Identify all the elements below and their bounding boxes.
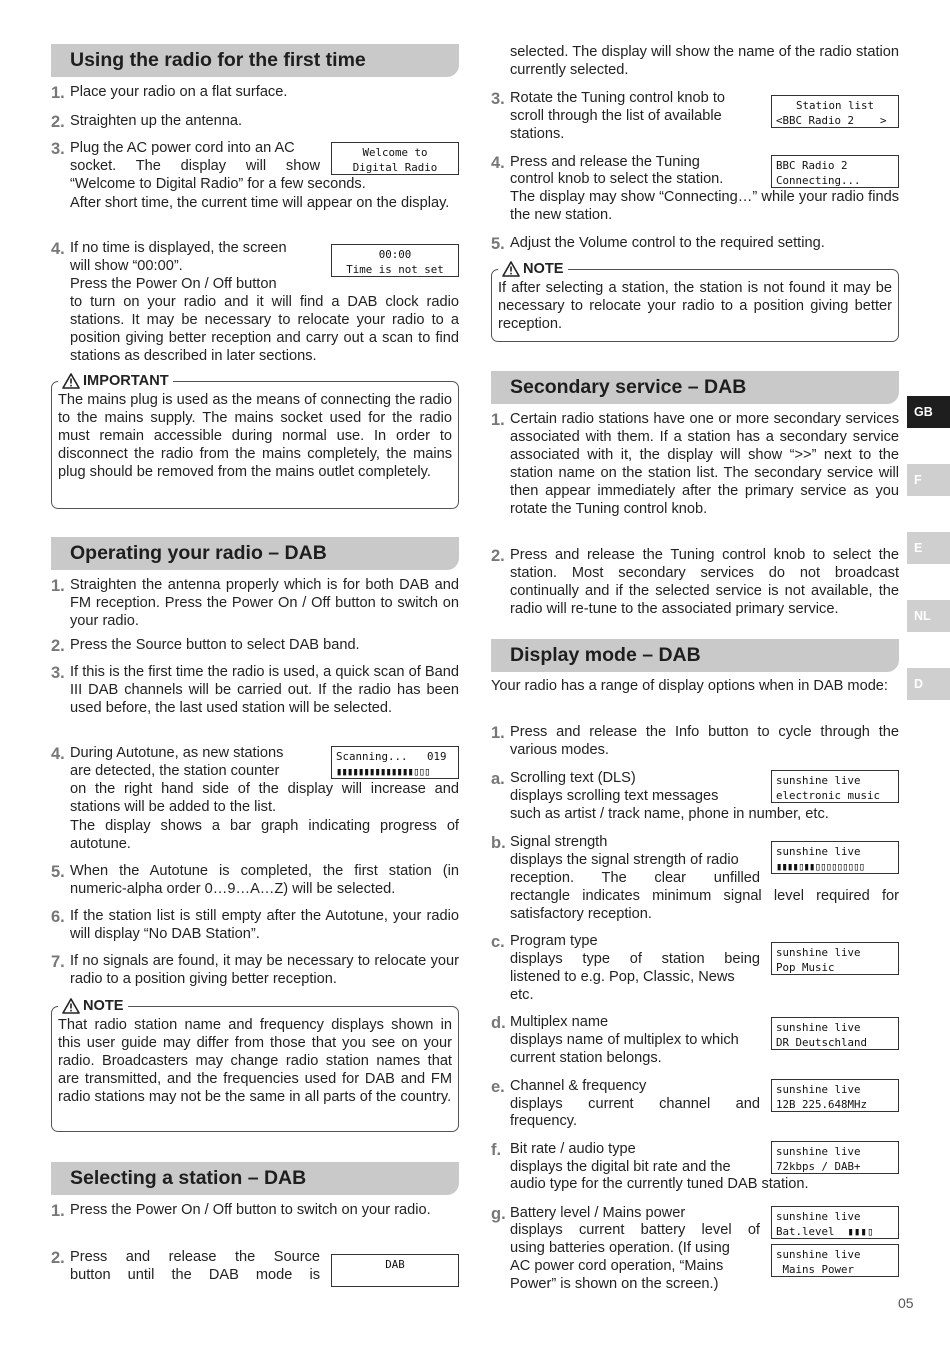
step-text: Press the Power On / Off button to switch on your radio. [70,1202,431,1218]
section-heading-display-mode: Display mode – DAB [491,639,899,672]
lcd-mains-power [771,1244,899,1277]
step-text: such as artist / track name, phone in number, etc. [510,806,829,822]
step-text: When the Autotune is completed, the first station (in numeric-alpha order 0…9…A…Z) will be selected. [70,863,459,897]
step-number: 2. [51,1249,65,1267]
lcd-line: Station list [795,99,874,112]
step-text: Power” is shown on the screen.) [510,1276,719,1292]
step-number: 4. [51,745,65,763]
step-number: 3. [491,90,505,108]
step-number: 1. [51,1202,65,1220]
step-text: Press the Source button to select DAB band. [70,637,360,653]
lcd-line: Mains Power [776,1263,855,1276]
important-box [51,373,459,509]
lcd-dls [771,770,899,803]
step-text: During Autotune, as new stations [70,745,284,761]
note-title [498,259,568,279]
lcd-line: Pop Music [776,961,835,974]
section-heading-operating: Operating your radio – DAB [51,537,459,570]
step-text: rectangle indicates minimum signal level required for satisfactory reception. [510,888,899,922]
note-label: NOTE [83,998,124,1014]
lcd-progress-bar: ▮▮▮▮▮▮▮▮▮▮▮▮▮▮▯▯▯ [336,765,430,778]
step-number: 1. [51,577,65,595]
step-text: to turn on your radio and it will find a DAB clock radio stations. It may be necessary to relocate your radio to a position giving better reception and carry out a scan to find stations as described in later sections. [70,294,459,364]
lcd-line: sunshine live [776,774,861,787]
step-text: displays scrolling text messages [510,788,719,804]
step-text: Press and release the Source [70,1249,320,1265]
step-text: Channel & frequency [510,1078,647,1094]
step-text: displays current battery level of [510,1222,760,1238]
step-text: reception. The clear unfilled [510,870,760,886]
lcd-line: sunshine live [776,1210,861,1223]
step-letter: b. [491,834,506,852]
step-number: 6. [51,908,65,926]
lcd-line: electronic music [776,789,881,802]
important-label: IMPORTANT [83,373,169,389]
lcd-time [331,244,459,277]
intro-text: Your radio has a range of display options when in DAB mode: [491,678,888,694]
step-text: The display shows a bar graph indicating progress of autotune. [70,818,459,852]
lcd-channel-frequency [771,1079,899,1112]
lcd-signal [771,841,899,874]
step-number: 3. [51,664,65,682]
step-text: socket. The display will show [70,158,320,174]
step-text: Adjust the Volume control to the required setting. [510,235,825,251]
step-letter: d. [491,1014,506,1032]
important-title [58,371,173,391]
lcd-line: Connecting... [776,174,861,187]
section-heading-first-time: Using the radio for the first time [51,44,459,77]
lcd-line: sunshine live [776,845,861,858]
step-text: will show “00:00”. [70,258,183,274]
step-text: Program type [510,933,598,949]
note-title [58,996,128,1016]
note-label: NOTE [523,261,564,277]
step-text: “Welcome to Digital Radio” for a few seconds. [70,176,366,192]
lcd-line: sunshine live [776,1021,861,1034]
lcd-line: 00:00 [378,248,412,261]
section-heading-secondary: Secondary service – DAB [491,371,899,404]
lcd-line: sunshine live [776,1083,861,1096]
step-text: Signal strength [510,834,608,850]
step-text: control knob to select the station. [510,171,724,187]
step-text: button until the DAB mode is [70,1267,320,1283]
lcd-program-type [771,942,899,975]
lcd-line: sunshine live [776,946,861,959]
signal-strength-bar: ▮▮▮▮▯▮▮▯▯▯▯▯▯▯▯▯ [776,860,865,873]
step-letter: c. [491,933,505,951]
lcd-welcome [331,142,459,175]
step-text: Bit rate / audio type [510,1141,636,1157]
page-number: 05 [898,1295,914,1311]
tab-gb[interactable]: GB [907,396,950,428]
step-text: Press the Power On / Off button [70,276,277,292]
step-text: Rotate the Tuning control knob to [510,90,725,106]
step-text: Press and release the Info button to cycle through the various modes. [510,724,899,758]
step-text: Multiplex name [510,1014,609,1030]
lcd-line: <BBC Radio 2 > [776,114,887,127]
step-text: Battery level / Mains power [510,1205,686,1221]
lcd-line: 12B 225.648MHz [776,1098,868,1111]
lcd-line: Time is not set [346,263,444,276]
warning-icon [502,261,520,277]
step-text: displays type of station being [510,951,760,967]
step-number: 1. [51,84,65,102]
step-number: 4. [51,240,65,258]
lcd-line: 72kbps / DAB+ [776,1160,861,1173]
step-number: 1. [491,724,505,742]
step-text: current station belongs. [510,1050,662,1066]
step-number: 1. [491,411,505,429]
step-text: Press and release the Tuning [510,154,700,170]
step-text: are detected, the station counter [70,763,280,779]
step-number: 2. [51,637,65,655]
step-number: 3. [51,140,65,158]
important-text: The mains plug is used as the means of connecting the radio to the mains supply. The mains socket used for the radio must remain accessible during normal use. In order to disconnect the radio from the mains completely, the mains plug should be removed from the mains outlet completely. [58,392,452,480]
lcd-scanning [331,746,459,779]
step-text: If no time is displayed, the screen [70,240,287,256]
lcd-station-list [771,95,899,128]
step-text: Straighten the antenna properly which is for both DAB and FM reception. Press the Power On / Off button to switch on your radio. [70,577,459,629]
note-text: If after selecting a station, the station is not found it may be necessary to relocate your radio to a position giving better reception. [498,280,892,332]
warning-icon [62,998,80,1014]
lcd-connecting [771,155,899,188]
lcd-line: Digital Radio [352,161,438,174]
tab-d[interactable]: D [907,668,950,700]
step-text: displays the signal strength of radio [510,852,739,868]
step-text: displays the digital bit rate and the [510,1159,731,1175]
step-text: After short time, the current time will appear on the display. [70,195,450,211]
step-text: scroll through the list of available [510,108,722,124]
step-text: If no signals are found, it may be necessary to relocate your radio to a position giving better reception. [70,953,459,987]
tab-nl[interactable]: NL [907,600,950,632]
lcd-line: Scanning... 019 [336,750,447,763]
step-text: Press and release the Tuning control knob to select the station. Most secondary services do not broadcast continually and if the selected service is not available, the radio will re-tune to the associated primary service. [510,547,899,617]
warning-icon [62,373,80,389]
step-text: Place your radio on a flat surface. [70,84,288,100]
step-text: selected. The display will show the name of the radio station currently selected. [510,44,899,78]
lcd-line: DR Deutschland [776,1036,868,1049]
step-text: on the right hand side of the display will increase and stations will be added to the list. [70,781,459,815]
step-number: 7. [51,953,65,971]
section-heading-selecting: Selecting a station – DAB [51,1162,459,1195]
step-text: The display may show “Connecting…” while your radio finds the new station. [510,189,899,223]
lcd-line: sunshine live [776,1248,861,1261]
step-text: displays current channel and [510,1096,760,1112]
step-number: 4. [491,154,505,172]
step-number: 2. [491,547,505,565]
step-text: If the station list is still empty after the Autotune, your radio will display “No DAB Station”. [70,908,459,942]
step-text: frequency. [510,1113,578,1129]
step-text: using batteries operation. (If using [510,1240,730,1256]
step-number: 2. [51,113,65,131]
lcd-bitrate [771,1141,899,1174]
step-text: stations. [510,126,565,142]
step-letter: a. [491,770,505,788]
step-letter: g. [491,1205,506,1223]
step-text: AC power cord operation, “Mains [510,1258,724,1274]
step-number: 5. [491,235,505,253]
step-text: Straighten up the antenna. [70,113,243,129]
step-text: displays name of multiplex to which [510,1032,739,1048]
step-text: etc. [510,987,534,1003]
lcd-line: BBC Radio 2 [776,159,848,172]
lcd-battery [771,1206,899,1239]
lcd-line: sunshine live [776,1145,861,1158]
step-letter: e. [491,1078,505,1096]
step-text: audio type for the currently tuned DAB station. [510,1176,809,1192]
step-text: listened to e.g. Pop, Classic, News [510,969,735,985]
lcd-line: Welcome to [362,146,428,159]
lcd-line: Bat.level ▮▮▮▯ [776,1225,874,1238]
note-box [491,261,899,342]
step-text: Certain radio stations have one or more secondary services associated with them. If a station has a secondary service associated with it, the display will show “>>” next to the station name on the station list. The secondary service will then appear immediately after the primary service as you rotate the Tuning control knob. [510,411,899,517]
note-box [51,998,459,1132]
note-text: That radio station name and frequency displays shown in this user guide may differ from those that you see on your radio. Broadcasters may change radio station names that are transmitted, and the frequencies used for DAB and FM radio stations may not be the same in all parts of the country. [58,1017,452,1105]
tab-f[interactable]: F [907,464,950,496]
step-letter: f. [491,1141,502,1159]
lcd-multiplex [771,1017,899,1050]
lcd-dab: DAB [331,1254,459,1287]
tab-e[interactable]: E [907,532,950,564]
step-number: 5. [51,863,65,881]
step-text: Plug the AC power cord into an AC [70,140,295,156]
step-text: If this is the first time the radio is used, a quick scan of Band III DAB channels will be carried out. If the radio has been used before, the last used station will be selected. [70,664,459,716]
step-text: Scrolling text (DLS) [510,770,636,786]
